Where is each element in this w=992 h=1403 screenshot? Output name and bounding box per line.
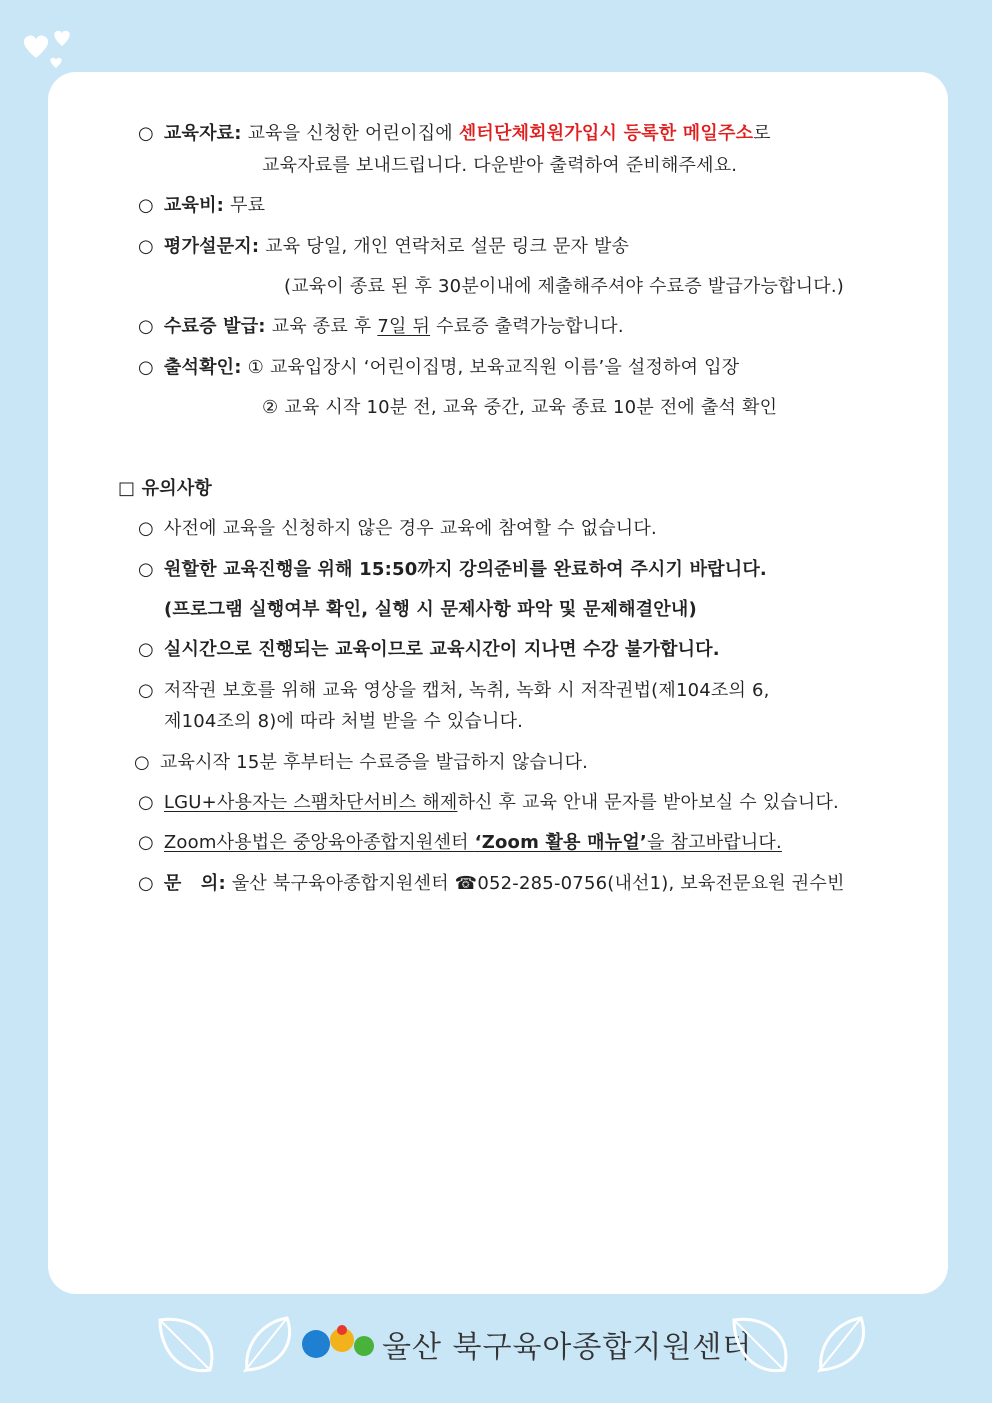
leaf-icon xyxy=(806,1310,876,1380)
note-3: ○ 실시간으로 진행되는 교육이므로 교육시간이 지나면 수강 불가합니다. xyxy=(138,639,720,660)
hearts-decoration xyxy=(14,18,84,78)
survey-item: ○ 평가설문지: 교육 당일, 개인 연락처로 설문 링크 문자 발송 xyxy=(138,236,630,257)
note-7: ○ Zoom사용법은 중앙육아종합지원센터 ‘Zoom 활용 매뉴얼’을 참고바랍니다. xyxy=(138,832,782,853)
notes-heading: □ 유의사항 xyxy=(118,478,213,499)
inquiry: ○ 문 의: 울산 북구육아종합지원센터 ☎052-285-0756(내선1), 보육전문요원 권수빈 xyxy=(138,873,845,894)
note-2-sub: (프로그램 실행여부 확인, 실행 시 문제사항 파악 및 문제해결안내) xyxy=(164,599,697,620)
fee-item: ○ 교육비: 무료 xyxy=(138,195,266,216)
attendance-item-2: ② 교육 시작 10분 전, 교육 중간, 교육 종료 10분 전에 출석 확인 xyxy=(262,397,778,418)
leaf-icon xyxy=(724,1310,804,1380)
survey-note: (교육이 종료 된 후 30분이내에 제출해주셔야 수료증 발급가능합니다.) xyxy=(284,276,844,297)
center-logo-icon xyxy=(298,1318,378,1368)
certificate-item: ○ 수료증 발급: 교육 종료 후 7일 뒤 수료증 출력가능합니다. xyxy=(138,316,624,337)
note-4-cont: 제104조의 8)에 따라 처벌 받을 수 있습니다. xyxy=(164,711,524,732)
content-card xyxy=(48,72,948,1294)
footer xyxy=(0,1300,992,1400)
note-2: ○ 원할한 교육진행을 위해 15:50까지 강의준비를 완료하여 주시기 바랍니다. xyxy=(138,559,767,580)
leaf-icon xyxy=(232,1310,302,1380)
leaf-icon xyxy=(150,1310,230,1380)
note-1: ○ 사전에 교육을 신청하지 않은 경우 교육에 참여할 수 없습니다. xyxy=(138,518,657,539)
material-item: ○ 교육자료: 교육을 신청한 어린이집에 센터단체회원가입시 등록한 메일주소로 xyxy=(138,123,771,144)
attendance-item: ○ 출석확인: ① 교육입장시 ‘어린이집명, 보육교직원 이름’을 설정하여 입장 xyxy=(138,357,740,378)
note-5: ○ 교육시작 15분 후부터는 수료증을 발급하지 않습니다. xyxy=(134,752,589,773)
email-highlight: 센터단체회원가입시 등록한 메일주소 xyxy=(458,123,754,144)
note-4: ○ 저작권 보호를 위해 교육 영상을 캡처, 녹취, 녹화 시 저작권법(제104조의 6, xyxy=(138,680,770,701)
material-item-cont: 교육자료를 보내드립니다. 다운받아 출력하여 준비해주세요. xyxy=(262,155,738,176)
note-6: ○ LGU+사용자는 스팸차단서비스 해제하신 후 교육 안내 문자를 받아보실 수 있습니다. xyxy=(138,792,839,813)
org-name: 울산 북구육아종합지원센터 xyxy=(382,1330,753,1365)
